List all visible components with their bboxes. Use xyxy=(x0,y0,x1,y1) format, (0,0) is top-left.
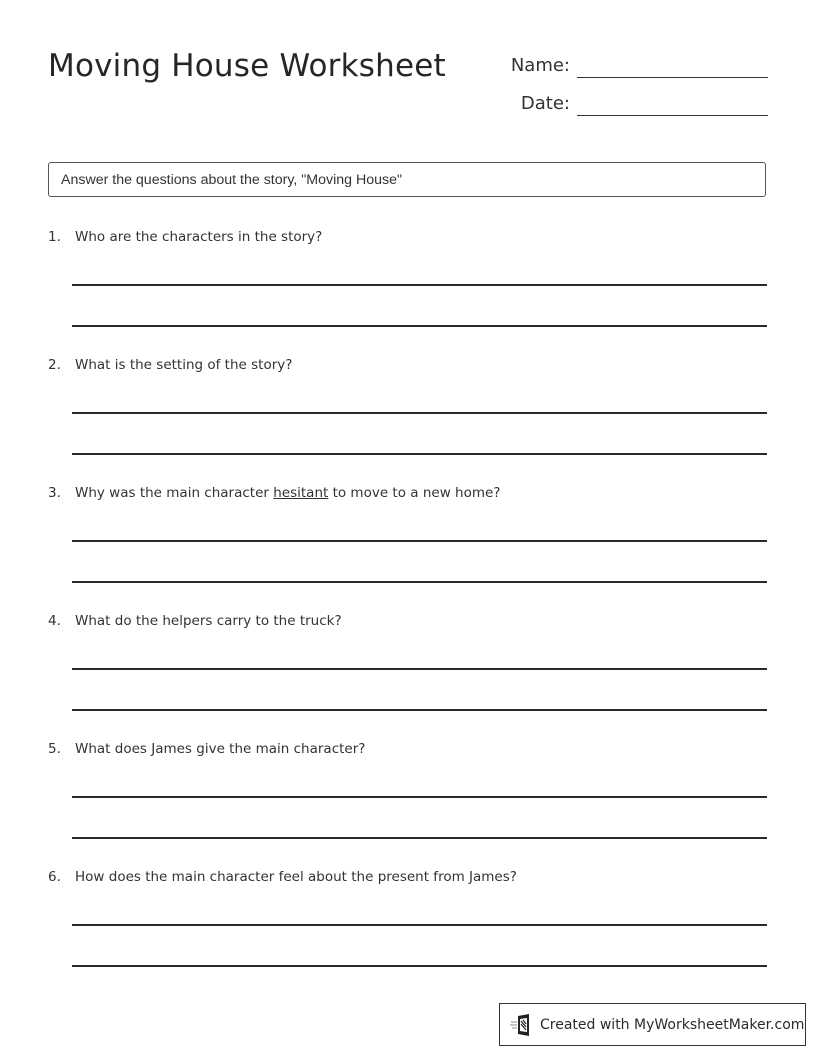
question-text: What is the setting of the story? xyxy=(75,357,293,373)
question-text: How does the main character feel about the present from James? xyxy=(75,869,517,885)
answer-line-4b[interactable] xyxy=(72,709,767,711)
worksheet-maker-logo-icon xyxy=(510,1013,534,1037)
underlined-word: hesitant xyxy=(273,485,329,501)
name-label: Name: xyxy=(510,55,570,76)
answer-line-3b[interactable] xyxy=(72,581,767,583)
footer-credit-box xyxy=(499,1003,806,1046)
question-5 xyxy=(48,741,768,851)
answer-line-2a[interactable] xyxy=(72,412,767,414)
answer-line-5b[interactable] xyxy=(72,837,767,839)
answer-line-3a[interactable] xyxy=(72,540,767,542)
answer-line-5a[interactable] xyxy=(72,796,767,798)
answer-line-4a[interactable] xyxy=(72,668,767,670)
question-number: 2. xyxy=(48,357,61,373)
instructions-text: Answer the questions about the story, "Moving House" xyxy=(61,172,403,188)
question-3 xyxy=(48,485,768,595)
question-number: 1. xyxy=(48,229,61,245)
page-title: Moving House Worksheet xyxy=(48,48,446,84)
name-field[interactable] xyxy=(470,48,768,78)
question-text-after: to move to a new home? xyxy=(328,485,501,501)
question-number: 3. xyxy=(48,485,61,501)
answer-line-2b[interactable] xyxy=(72,453,767,455)
date-label: Date: xyxy=(520,93,570,114)
question-number: 6. xyxy=(48,869,61,885)
question-number: 5. xyxy=(48,741,61,757)
date-input-line[interactable] xyxy=(577,115,768,116)
name-input-line[interactable] xyxy=(577,77,768,78)
question-4 xyxy=(48,613,768,723)
answer-line-6a[interactable] xyxy=(72,924,767,926)
footer-text: Created with MyWorksheetMaker.com xyxy=(540,1016,805,1033)
answer-line-1a[interactable] xyxy=(72,284,767,286)
question-text: What do the helpers carry to the truck? xyxy=(75,613,342,629)
question-1 xyxy=(48,229,768,339)
question-2 xyxy=(48,357,768,467)
instructions-box xyxy=(48,162,766,197)
question-number: 4. xyxy=(48,613,61,629)
question-text xyxy=(75,485,500,501)
date-field[interactable] xyxy=(470,86,768,116)
question-text: What does James give the main character? xyxy=(75,741,366,757)
question-text: Who are the characters in the story? xyxy=(75,229,323,245)
question-text-before: Why was the main character xyxy=(75,485,274,501)
answer-line-1b[interactable] xyxy=(72,325,767,327)
question-6 xyxy=(48,869,768,979)
answer-line-6b[interactable] xyxy=(72,965,767,967)
